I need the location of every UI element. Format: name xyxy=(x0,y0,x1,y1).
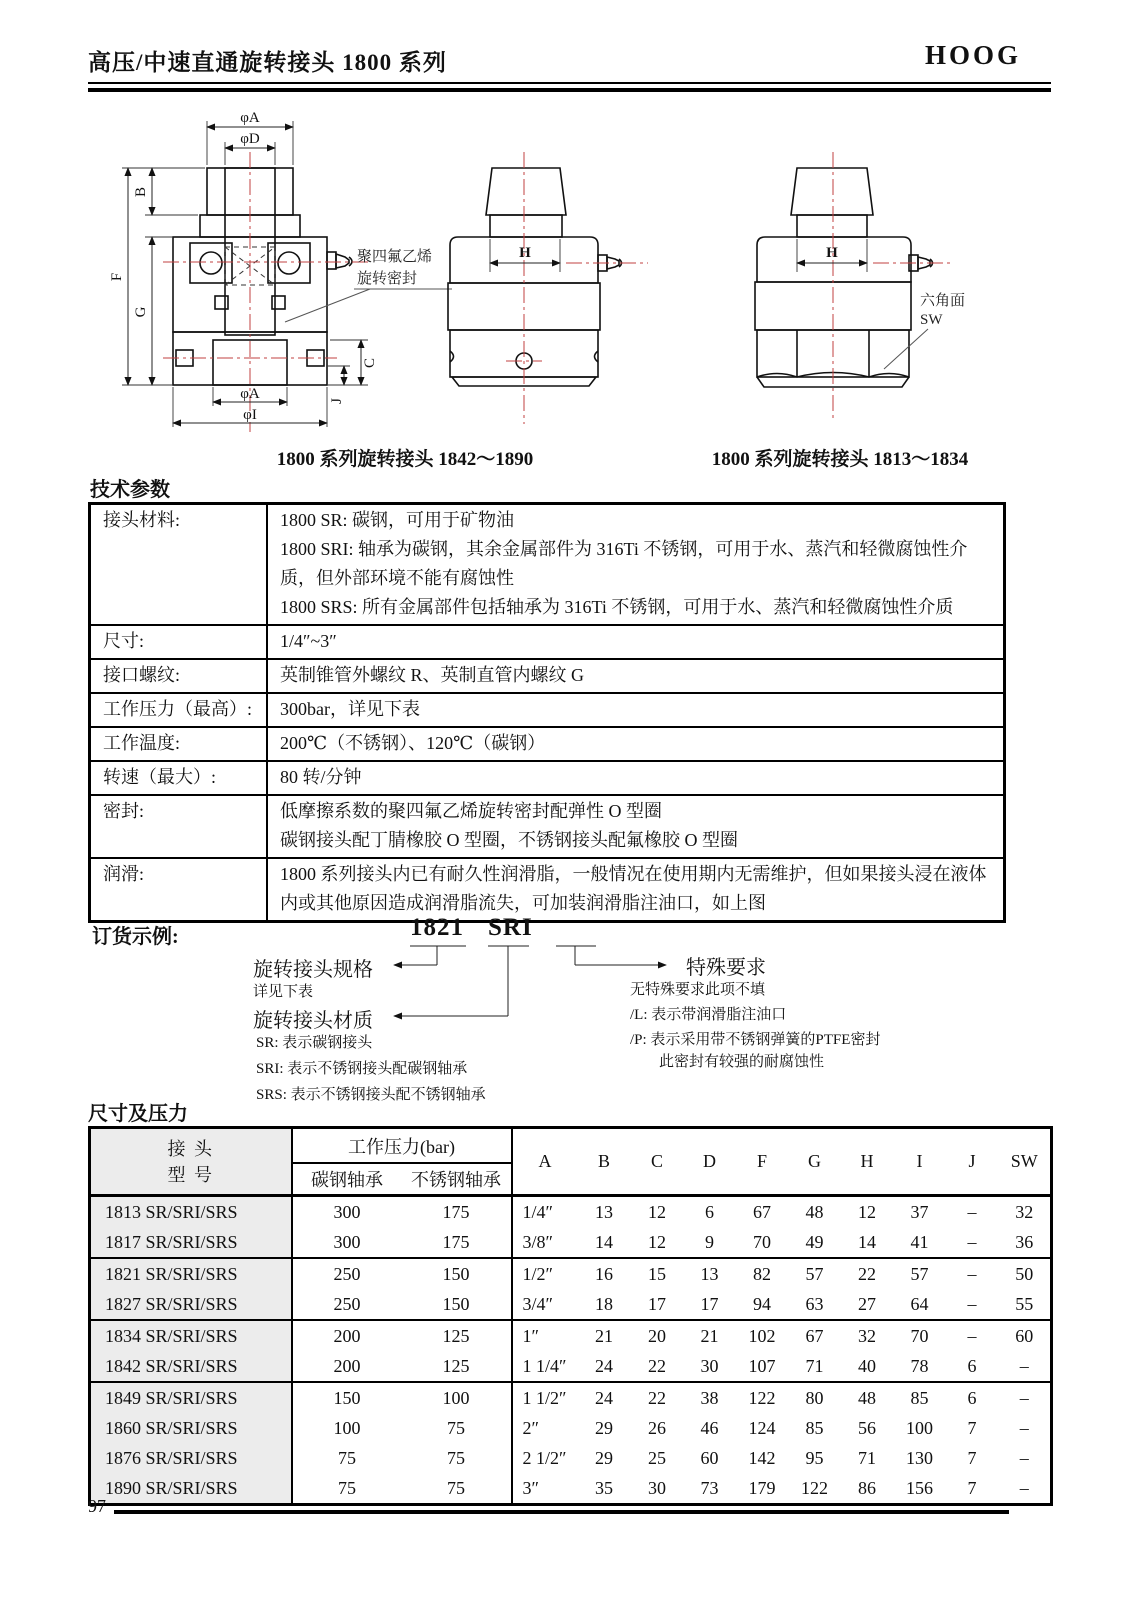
param-value xyxy=(267,504,1005,626)
column-header-dim: J xyxy=(946,1128,999,1196)
cell: 122 xyxy=(801,1477,829,1498)
param-line: 1800 SR: 碳钢，可用于矿物油 xyxy=(280,510,515,530)
cell: 150 xyxy=(402,1258,512,1289)
cell: 75 xyxy=(338,1477,356,1498)
caption-series-1842-1890: 1800 系列旋转接头 1842～1890 xyxy=(276,449,534,470)
cell: 179 xyxy=(748,1477,776,1498)
column-header-dim: SW xyxy=(999,1128,1052,1196)
table-row xyxy=(90,795,1005,858)
section-heading-tech-params: 技术参数 xyxy=(90,479,170,501)
material-option: SRS: 表示不锈钢接头配不锈钢轴承 xyxy=(256,1087,486,1103)
column-header-model xyxy=(90,1128,292,1196)
cell: 71 xyxy=(858,1447,877,1468)
param-line: 80 转/分钟 xyxy=(280,767,362,787)
cell: 24 xyxy=(578,1382,631,1413)
table-row xyxy=(90,625,1005,659)
param-value xyxy=(267,727,1005,761)
table-row xyxy=(90,504,1005,626)
ordering-material-label: 旋转接头材质 xyxy=(253,1010,373,1032)
cell: 21 xyxy=(578,1320,631,1351)
param-value xyxy=(267,625,1005,659)
cell: – xyxy=(1019,1355,1029,1376)
cell: 7 xyxy=(967,1477,977,1498)
cell: 130 xyxy=(906,1447,934,1468)
cell: 17 xyxy=(700,1293,719,1314)
header-line: 型 号 xyxy=(167,1164,214,1185)
cell: 124 xyxy=(748,1417,776,1438)
cell: 107 xyxy=(748,1355,776,1376)
model-cell: 1821 SR/SRI/SRS xyxy=(90,1258,292,1289)
cell: 37 xyxy=(910,1201,929,1222)
table-row xyxy=(90,858,1005,922)
table-row xyxy=(90,727,1005,761)
cell: 17 xyxy=(648,1293,667,1314)
section-heading-ordering: 订货示例: xyxy=(92,926,179,948)
table-row xyxy=(90,1320,1052,1351)
column-header-stainless-bearing: 不锈钢轴承 xyxy=(402,1163,512,1196)
param-label: 工作压力（最高）: xyxy=(90,693,268,727)
table-row xyxy=(90,1413,1052,1443)
cell: 200 xyxy=(333,1355,361,1376)
cell: 26 xyxy=(648,1417,667,1438)
cell: 24 xyxy=(595,1355,614,1376)
param-value xyxy=(267,659,1005,693)
cell: 16 xyxy=(578,1258,631,1289)
cell: 100 xyxy=(906,1417,934,1438)
cell: 1″ xyxy=(512,1320,578,1351)
technical-drawings xyxy=(60,95,1050,445)
cell: 75 xyxy=(402,1473,512,1505)
table-row xyxy=(90,693,1005,727)
dim-label-phi-d: φD xyxy=(240,131,260,147)
column-header-dim: I xyxy=(894,1128,946,1196)
table-row xyxy=(90,1443,1052,1473)
model-cell: 1813 SR/SRI/SRS xyxy=(90,1196,292,1228)
cell: 12 xyxy=(648,1201,667,1222)
cell: 25 xyxy=(648,1447,667,1468)
table-row xyxy=(90,1258,1052,1289)
cell: 38 xyxy=(684,1382,736,1413)
cell: 67 xyxy=(753,1201,772,1222)
table-row xyxy=(90,1227,1052,1258)
param-label: 密封: xyxy=(90,795,268,858)
model-cell: 1890 SR/SRI/SRS xyxy=(90,1473,292,1505)
cell: 3/4″ xyxy=(522,1293,554,1314)
cell: 55 xyxy=(1015,1293,1034,1314)
param-label: 尺寸: xyxy=(90,625,268,659)
header-rule xyxy=(88,82,1051,92)
cell: 22 xyxy=(841,1258,894,1289)
param-value xyxy=(267,795,1005,858)
param-line: 1800 SRI: 轴承为碳钢，其余金属部件为 316Ti 不锈钢，可用于水、蒸汽和轻微腐蚀性介质，但外部环境不能有腐蚀性 xyxy=(280,539,968,588)
cell: 48 xyxy=(805,1201,824,1222)
cell: 22 xyxy=(648,1355,667,1376)
header-line: 接 头 xyxy=(167,1138,214,1159)
model-cell: 1817 SR/SRI/SRS xyxy=(90,1227,292,1258)
model-cell: 1849 SR/SRI/SRS xyxy=(90,1382,292,1413)
param-line: 低摩擦系数的聚四氟乙烯旋转密封配弹性 O 型圈 xyxy=(280,801,662,821)
material-option: SR: 表示碳钢接头 xyxy=(256,1035,373,1051)
seal-note-line1: 聚四氟乙烯 xyxy=(357,249,433,265)
column-header-dim: D xyxy=(684,1128,736,1196)
dim-label-h: H xyxy=(519,245,531,261)
column-header-pressure-group: 工作压力(bar) xyxy=(292,1128,512,1164)
cell: 21 xyxy=(684,1320,736,1351)
material-option: SRI: 表示不锈钢接头配碳钢轴承 xyxy=(256,1061,468,1077)
cell: 13 xyxy=(595,1201,614,1222)
cell: 200 xyxy=(292,1320,402,1351)
column-header-dim: H xyxy=(841,1128,894,1196)
cell: 32 xyxy=(1015,1201,1034,1222)
seal-note-line2: 旋转密封 xyxy=(357,271,418,287)
cell: 64 xyxy=(910,1293,929,1314)
cell: 14 xyxy=(858,1231,877,1252)
table-row xyxy=(90,1473,1052,1505)
cell: 2 1/2″ xyxy=(522,1447,567,1468)
cell: – xyxy=(967,1201,977,1222)
column-header-dim: C xyxy=(631,1128,684,1196)
cell: 29 xyxy=(595,1447,614,1468)
cell: – xyxy=(999,1382,1052,1413)
cell: 75 xyxy=(338,1447,356,1468)
page-number: 97 xyxy=(88,1496,106,1516)
cell: – xyxy=(946,1258,999,1289)
cell: 3/8″ xyxy=(522,1231,554,1252)
drawing-section-view xyxy=(109,110,452,432)
hex-face-note-line1: 六角面 xyxy=(920,293,966,309)
cell: 125 xyxy=(402,1351,512,1382)
cell: 60 xyxy=(999,1320,1052,1351)
column-header-carbon-bearing: 碳钢轴承 xyxy=(292,1163,402,1196)
param-value xyxy=(267,693,1005,727)
table-row xyxy=(90,1382,1052,1413)
cell: 35 xyxy=(595,1477,614,1498)
drawing-outside-view-1813-1834 xyxy=(755,152,965,420)
grease-nipple xyxy=(327,252,352,269)
cell: 156 xyxy=(906,1477,934,1498)
dim-label-phi-a-top: φA xyxy=(240,110,260,126)
table-row xyxy=(90,1351,1052,1382)
cell: 73 xyxy=(700,1477,719,1498)
cell: 3″ xyxy=(522,1477,540,1498)
param-value xyxy=(267,858,1005,922)
column-header-dim: G xyxy=(789,1128,841,1196)
cell: – xyxy=(946,1320,999,1351)
page-title: 高压/中速直通旋转接头 1800 系列 xyxy=(88,50,447,75)
special-note: /P: 表示采用带不锈钢弹簧的PTFE密封 xyxy=(630,1032,881,1048)
dim-label-c: C xyxy=(362,357,378,369)
cell: 48 xyxy=(841,1382,894,1413)
cell: 30 xyxy=(700,1355,719,1376)
cell: 57 xyxy=(789,1258,841,1289)
cell: 67 xyxy=(789,1320,841,1351)
cell: – xyxy=(1019,1417,1029,1438)
cell: 57 xyxy=(894,1258,946,1289)
model-cell: 1860 SR/SRI/SRS xyxy=(90,1413,292,1443)
cell: 100 xyxy=(402,1382,512,1413)
cell: 250 xyxy=(333,1293,361,1314)
param-label: 工作温度: xyxy=(90,727,268,761)
ordering-spec-note: 详见下表 xyxy=(253,984,314,1000)
cell: – xyxy=(1019,1447,1029,1468)
column-header-dim: B xyxy=(578,1128,631,1196)
cell: 250 xyxy=(292,1258,402,1289)
special-note: 此密封有较强的耐腐蚀性 xyxy=(659,1054,825,1070)
section-heading-size-pressure: 尺寸及压力 xyxy=(88,1103,188,1125)
model-cell: 1842 SR/SRI/SRS xyxy=(90,1351,292,1382)
cell: 85 xyxy=(894,1382,946,1413)
cell: 15 xyxy=(631,1258,684,1289)
dim-label-j: J xyxy=(329,398,345,404)
cell: 12 xyxy=(858,1201,877,1222)
cell: 2″ xyxy=(522,1417,540,1438)
cell: 1 1/4″ xyxy=(522,1355,567,1376)
dim-label-b: B xyxy=(133,186,149,198)
dim-label-phi-i: φI xyxy=(243,407,257,423)
cell: 142 xyxy=(748,1447,776,1468)
cell: 13 xyxy=(684,1258,736,1289)
table-row xyxy=(90,659,1005,693)
cell: 30 xyxy=(648,1477,667,1498)
cell: 102 xyxy=(736,1320,789,1351)
brand-logo: HOOG xyxy=(924,40,1021,70)
ordering-special-label: 特殊要求 xyxy=(686,957,766,979)
param-label: 接头材料: xyxy=(90,504,268,626)
table-row xyxy=(90,761,1005,795)
tech-params-table xyxy=(88,502,1006,923)
cell: 80 xyxy=(789,1382,841,1413)
cell: 122 xyxy=(736,1382,789,1413)
cell: – xyxy=(1019,1477,1029,1498)
param-label: 转速（最大）: xyxy=(90,761,268,795)
hex-face-note-line2: SW xyxy=(920,312,943,328)
param-label: 润滑: xyxy=(90,858,268,922)
dim-label-g: G xyxy=(133,306,149,318)
column-header-dim: A xyxy=(512,1128,578,1196)
cell: 82 xyxy=(736,1258,789,1289)
footer-rule xyxy=(114,1510,1009,1514)
ordering-spec-label: 旋转接头规格 xyxy=(253,959,373,981)
cell: 150 xyxy=(402,1289,512,1320)
cell: 71 xyxy=(805,1355,824,1376)
cell: 75 xyxy=(402,1413,512,1443)
param-line: 1800 SRS: 所有金属部件包括轴承为 316Ti 不锈钢，可用于水、蒸汽和轻微腐蚀性介质 xyxy=(280,597,954,617)
special-note: /L: 表示带润滑脂注油口 xyxy=(630,1007,787,1023)
header-row xyxy=(90,1128,1052,1164)
caption-series-1813-1834: 1800 系列旋转接头 1813～1834 xyxy=(711,449,969,470)
cell: 100 xyxy=(333,1417,361,1438)
model-cell: 1834 SR/SRI/SRS xyxy=(90,1320,292,1351)
cell: 29 xyxy=(595,1417,614,1438)
cell: 70 xyxy=(753,1231,772,1252)
column-header-dim: F xyxy=(736,1128,789,1196)
cell: 50 xyxy=(999,1258,1052,1289)
cell: 150 xyxy=(292,1382,402,1413)
cell: 1/4″ xyxy=(522,1201,554,1222)
cell: 40 xyxy=(858,1355,877,1376)
cell: 56 xyxy=(858,1417,877,1438)
cell: 175 xyxy=(402,1227,512,1258)
cell: 12 xyxy=(648,1231,667,1252)
param-line: 英制锥管外螺纹 R、英制直管内螺纹 G xyxy=(280,665,585,685)
cell: – xyxy=(967,1293,977,1314)
cell: 6 xyxy=(705,1201,715,1222)
cell: 78 xyxy=(910,1355,929,1376)
param-value xyxy=(267,761,1005,795)
dim-label-h: H xyxy=(826,245,838,261)
table-row xyxy=(90,1196,1052,1228)
cell: 70 xyxy=(894,1320,946,1351)
param-line: 碳钢接头配丁腈橡胶 O 型圈，不锈钢接头配氟橡胶 O 型圈 xyxy=(280,830,738,850)
param-line: 300bar，详见下表 xyxy=(280,699,420,719)
cell: 32 xyxy=(841,1320,894,1351)
cell: 85 xyxy=(805,1417,824,1438)
param-label: 接口螺纹: xyxy=(90,659,268,693)
model-cell: 1876 SR/SRI/SRS xyxy=(90,1443,292,1473)
dim-label-f: F xyxy=(109,272,125,282)
cell: 300 xyxy=(333,1231,361,1252)
cell: 75 xyxy=(402,1443,512,1473)
cell: 46 xyxy=(700,1417,719,1438)
ordering-example-model: 1821 xyxy=(410,914,464,941)
cell: 27 xyxy=(858,1293,877,1314)
cell: 95 xyxy=(805,1447,824,1468)
cell: – xyxy=(967,1231,977,1252)
cell: 7 xyxy=(967,1417,977,1438)
cell: 18 xyxy=(595,1293,614,1314)
dim-label-phi-a-bottom: φA xyxy=(240,386,260,402)
special-note: 无特殊要求此项不填 xyxy=(630,982,766,998)
cell: 14 xyxy=(595,1231,614,1252)
cell: 6 xyxy=(967,1355,977,1376)
cell: 9 xyxy=(705,1231,715,1252)
model-cell: 1827 SR/SRI/SRS xyxy=(90,1289,292,1320)
cell: 125 xyxy=(402,1320,512,1351)
drawing-outside-view-1842-1890 xyxy=(448,152,648,424)
cell: 7 xyxy=(967,1447,977,1468)
cell: 94 xyxy=(753,1293,772,1314)
cell: 41 xyxy=(910,1231,929,1252)
cell: 1/2″ xyxy=(512,1258,578,1289)
param-line: 1800 系列接头内已有耐久性润滑脂，一般情况在使用期内无需维护，但如果接头浸在液体内或其他原因造成润滑脂流失，可加装润滑脂注油口，如上图 xyxy=(280,864,987,913)
cell: 49 xyxy=(805,1231,824,1252)
cell: 60 xyxy=(700,1447,719,1468)
cell: 36 xyxy=(1015,1231,1034,1252)
size-pressure-table xyxy=(88,1126,1053,1506)
cell: 6 xyxy=(946,1382,999,1413)
table-row xyxy=(90,1289,1052,1320)
cell: 63 xyxy=(805,1293,824,1314)
cell: 300 xyxy=(333,1201,361,1222)
param-line: 200℃（不锈钢）、120℃（碳钢） xyxy=(280,733,546,753)
cell: 20 xyxy=(631,1320,684,1351)
param-line: 1/4″~3″ xyxy=(280,631,337,651)
cell: 1 1/2″ xyxy=(512,1382,578,1413)
ordering-example-material: SRI xyxy=(488,914,533,941)
cell: 175 xyxy=(402,1196,512,1228)
cell: 22 xyxy=(631,1382,684,1413)
cell: 86 xyxy=(858,1477,877,1498)
